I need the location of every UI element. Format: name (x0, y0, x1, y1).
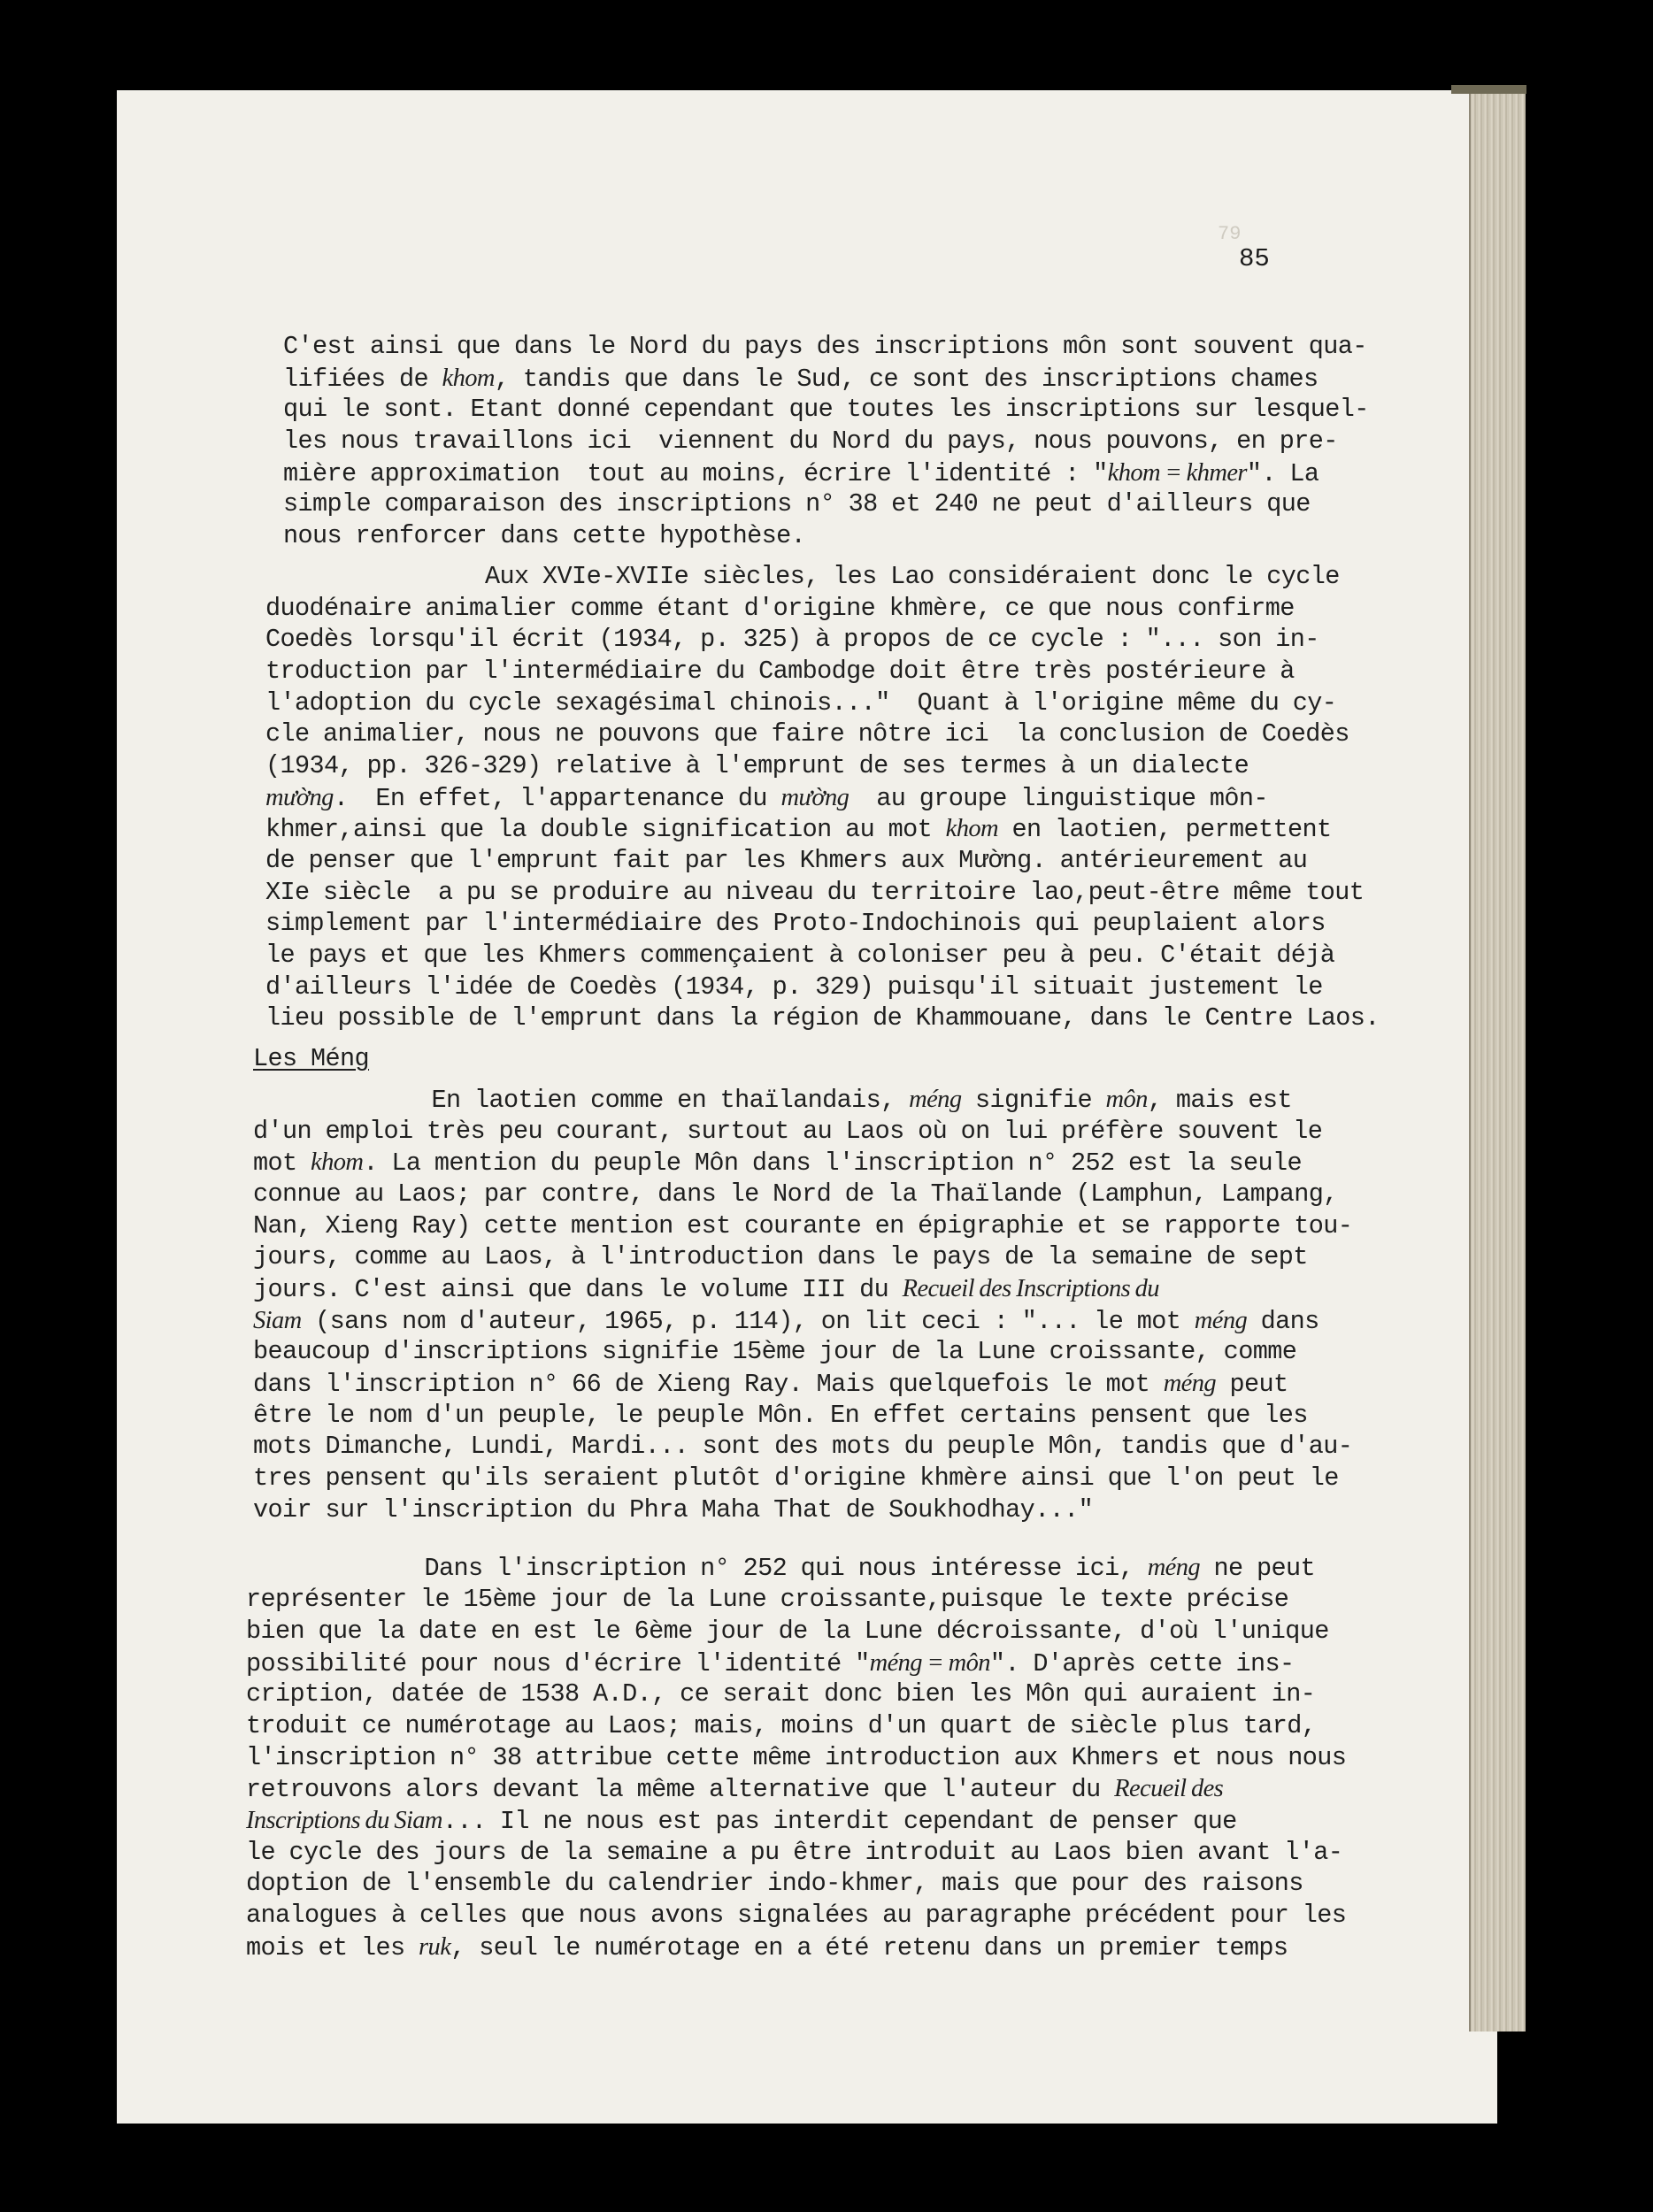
text-segment: , seul le numérotage en a été retenu dans un premier temps (450, 1932, 1288, 1962)
text-segment: cle animalier, nous ne pouvons que faire nôtre ici la conclusion de Coedès (265, 719, 1349, 749)
text-segment: lifiées de (283, 364, 442, 394)
text-segment: duodénaire animalier comme étant d'origine khmère, ce que nous confirme (265, 593, 1295, 623)
text-line (253, 1431, 1377, 1463)
text-segment: l'adoption du cycle sexagésimal chinois..." Quant à l'origine même du cy- (265, 687, 1337, 718)
text-segment: Aux XVIe-XVIIe siècles, les Lao considéraient donc le cycle (265, 561, 1340, 591)
text-segment: nous renforcer dans cette hypothèse. (283, 521, 806, 551)
text-line (283, 488, 1377, 520)
italic-term: mường (265, 783, 334, 811)
paragraph (265, 561, 1380, 1034)
text-segment: le cycle des jours de la semaine a pu être introduit au Laos bien avant l'a- (246, 1837, 1343, 1867)
text-segment: ... Il ne nous est pas interdit cependant de penser que (442, 1806, 1237, 1836)
text-line (265, 845, 1377, 877)
text-segment: En laotien comme en thaïlandais, (253, 1085, 910, 1115)
text-segment: simple comparaison des inscriptions n° 38 et 240 ne peut d'ailleurs que (283, 489, 1311, 519)
text-segment: analogues à celles que nous avons signalées au paragraphe précédent pour les (246, 1901, 1347, 1930)
text-segment: connue au Laos; par contre, dans le Nord de la Thaïlande (Lamphun, Lampang, (253, 1179, 1338, 1209)
text-segment: au groupe linguistique môn- (849, 783, 1268, 813)
text-segment: mière approximation tout au moins, écrire l'identité : " (283, 458, 1108, 488)
text-segment: en laotien, permettent (997, 815, 1332, 845)
text-line (246, 1647, 1377, 1679)
text-line (246, 1900, 1377, 1932)
text-line (283, 331, 1377, 363)
text-line (253, 1494, 1377, 1526)
text-segment: mots Dimanche, Lundi, Mardi... sont des mots du peuple Môn, tandis que d'au- (253, 1432, 1353, 1462)
text-line (246, 1773, 1377, 1805)
text-line (253, 1273, 1377, 1305)
italic-term: méng (1194, 1306, 1248, 1334)
text-segment: voir sur l'inscription du Phra Maha That de Soukhodhay..." (253, 1494, 1094, 1525)
text-segment: dans l'inscription n° 66 de Xieng Ray. Mais quelquefois le mot (253, 1370, 1164, 1399)
text-line (253, 1463, 1377, 1494)
text-segment: khmer,ainsi que la double signification au mot (265, 815, 946, 845)
text-segment: beaucoup d'inscriptions signifie 15ème jour de la Lune croissante, comme (253, 1337, 1297, 1367)
text-segment: jours. C'est ainsi que dans le volume III du (253, 1274, 903, 1304)
text-segment: Dans l'inscription n° 252 qui nous intéresse ici, (246, 1554, 1148, 1584)
paragraph (253, 1084, 1377, 1526)
text-line (283, 520, 1377, 552)
text-line (246, 1616, 1377, 1647)
text-segment: mot (253, 1148, 311, 1179)
text-segment: tres pensent qu'ils seraient plutôt d'origine khmère ainsi que l'on peut le (253, 1463, 1339, 1494)
text-segment: simplement par l'intermédiaire des Proto-Indochinois qui peuplaient alors (265, 909, 1326, 939)
text-segment: C'est ainsi que dans le Nord du pays des inscriptions môn sont souvent qua- (283, 332, 1367, 361)
paragraph (246, 1552, 1377, 1962)
text-segment: . En effet, l'appartenance du (333, 783, 781, 813)
italic-term: khom = khmer (1107, 458, 1247, 487)
text-line (265, 813, 1377, 845)
text-segment: dans (1247, 1306, 1319, 1336)
italic-term: méng = môn (869, 1648, 990, 1677)
text-segment: ". D'après cette ins- (989, 1648, 1295, 1678)
italic-term: mường (780, 783, 850, 811)
text-line (265, 972, 1377, 1003)
text-segment: le pays et que les Khmers commençaient à coloniser peu à peu. C'était déjà (265, 941, 1335, 971)
text-line (265, 940, 1377, 972)
text-segment: être le nom d'un peuple, le peuple Môn. En effet certains pensent que les (253, 1400, 1308, 1430)
italic-term: méng (1147, 1554, 1201, 1582)
text-line (283, 426, 1377, 457)
text-segment: retrouvons alors devant la même alternative que l'auteur du (246, 1775, 1115, 1805)
text-segment: Nan, Xieng Ray) cette mention est courante en épigraphie et se rapporte tou- (253, 1210, 1353, 1240)
text-segment: peut (1216, 1370, 1288, 1399)
text-line (246, 1552, 1377, 1584)
text-line (265, 718, 1377, 750)
text-line (265, 782, 1377, 814)
text-line (253, 1336, 1377, 1368)
text-segment: de penser que l'emprunt fait par les Khmers aux Mường. antérieurement au (265, 846, 1308, 875)
text-segment: Coedès lorsqu'il écrit (1934, p. 325) à propos de ce cycle : "... son in- (265, 625, 1319, 655)
italic-term: Inscriptions du Siam (246, 1806, 442, 1834)
text-segment: bien que la date en est le 6ème jour de la Lune décroissante, d'où l'unique (246, 1616, 1329, 1646)
text-segment: doption de l'ensemble du calendrier indo-khmer, mais que pour des raisons (246, 1869, 1303, 1899)
text-segment: possibilité pour nous d'écrire l'identité " (246, 1648, 870, 1678)
text-segment: les nous travaillons ici viennent du Nord du pays, nous pouvons, en pre- (283, 426, 1338, 457)
section-heading-block (253, 1043, 1377, 1075)
body-text (246, 331, 1380, 1962)
text-line (246, 1584, 1377, 1616)
text-line (283, 363, 1377, 395)
text-segment: , mais est (1147, 1085, 1292, 1115)
text-line (265, 908, 1377, 940)
book-cover-edge (1451, 85, 1526, 94)
text-line (246, 1710, 1377, 1742)
section-heading: Les Méng (253, 1044, 370, 1074)
text-segment: (sans nom d'auteur, 1965, p. 114), on lit ceci : "... le mot (301, 1306, 1195, 1336)
text-line (265, 750, 1377, 782)
text-segment: l'inscription n° 38 attribue cette même introduction aux Khmers et nous nous (246, 1742, 1347, 1772)
italic-term: khom (442, 364, 495, 392)
text-segment: , tandis que dans le Sud, ce sont des inscriptions chames (494, 364, 1319, 394)
text-line (246, 1932, 1377, 1963)
text-line (253, 1147, 1377, 1179)
text-line (283, 394, 1377, 426)
text-line (246, 1678, 1377, 1710)
text-line (265, 1002, 1380, 1034)
text-line (253, 1368, 1377, 1400)
text-line (253, 1305, 1377, 1337)
text-line (253, 1400, 1377, 1432)
italic-term: méng (909, 1085, 962, 1113)
text-line (246, 1805, 1377, 1837)
text-line (246, 1742, 1377, 1774)
text-segment: signifie (961, 1085, 1106, 1115)
text-line (253, 1241, 1377, 1273)
ghost-page-mark: 79 (1218, 223, 1242, 245)
text-segment: troduit ce numérotage au Laos; mais, moins d'un quart de siècle plus tard, (246, 1710, 1317, 1740)
text-segment: jours, comme au Laos, à l'introduction dans le pays de la semaine de sept (253, 1242, 1308, 1272)
text-line (253, 1179, 1377, 1210)
text-line (283, 457, 1377, 489)
text-segment: . La mention du peuple Môn dans l'inscription n° 252 est la seule (363, 1148, 1303, 1179)
text-line (265, 593, 1377, 625)
italic-term: méng (1163, 1370, 1217, 1397)
text-line (253, 1210, 1377, 1242)
text-segment: mois et les (246, 1932, 419, 1962)
text-line (265, 877, 1377, 909)
italic-term: ruk (419, 1932, 451, 1961)
paragraph (283, 331, 1377, 552)
text-segment: ". La (1246, 458, 1319, 488)
text-segment: d'ailleurs l'idée de Coedès (1934, p. 329) puisqu'il situait justement le (265, 972, 1323, 1002)
text-segment: représenter le 15ème jour de la Lune croissante,puisque le texte précise (246, 1585, 1289, 1615)
italic-term: môn (1105, 1085, 1148, 1113)
text-line (265, 561, 1377, 593)
text-segment: (1934, pp. 326-329) relative à l'emprunt de ses termes à un dialecte (265, 750, 1249, 780)
text-segment: XIe siècle a pu se produire au niveau du territoire lao,peut-être même tout (265, 877, 1365, 907)
text-segment: qui le sont. Etant donné cependant que toutes les inscriptions sur lesquel- (283, 395, 1369, 425)
italic-term: khom (945, 815, 998, 843)
page-stack-edge (1469, 85, 1526, 2032)
text-line (265, 687, 1377, 719)
italic-term: Siam (253, 1306, 302, 1334)
text-line (253, 1084, 1377, 1116)
page-number: 85 (1239, 244, 1270, 273)
text-segment: d'un emploi très peu courant, surtout au Laos où on lui préfère souvent le (253, 1116, 1323, 1146)
text-segment: troduction par l'intermédiaire du Cambodge doit être très postérieure à (265, 656, 1295, 686)
text-line (265, 656, 1377, 687)
italic-term: khom (311, 1148, 364, 1177)
text-line (253, 1116, 1377, 1148)
text-segment: cription, datée de 1538 A.D., ce serait donc bien les Môn qui auraient in- (246, 1679, 1316, 1709)
text-line (246, 1837, 1377, 1869)
text-segment: ne peut (1200, 1554, 1316, 1584)
text-line (246, 1868, 1377, 1900)
text-line (265, 624, 1377, 656)
text-segment: lieu possible de l'emprunt dans la région de Khammouane, dans le Centre Laos. (265, 1003, 1380, 1033)
italic-term: Recueil des Inscriptions du (902, 1274, 1159, 1302)
italic-term: Recueil des (1114, 1775, 1224, 1803)
